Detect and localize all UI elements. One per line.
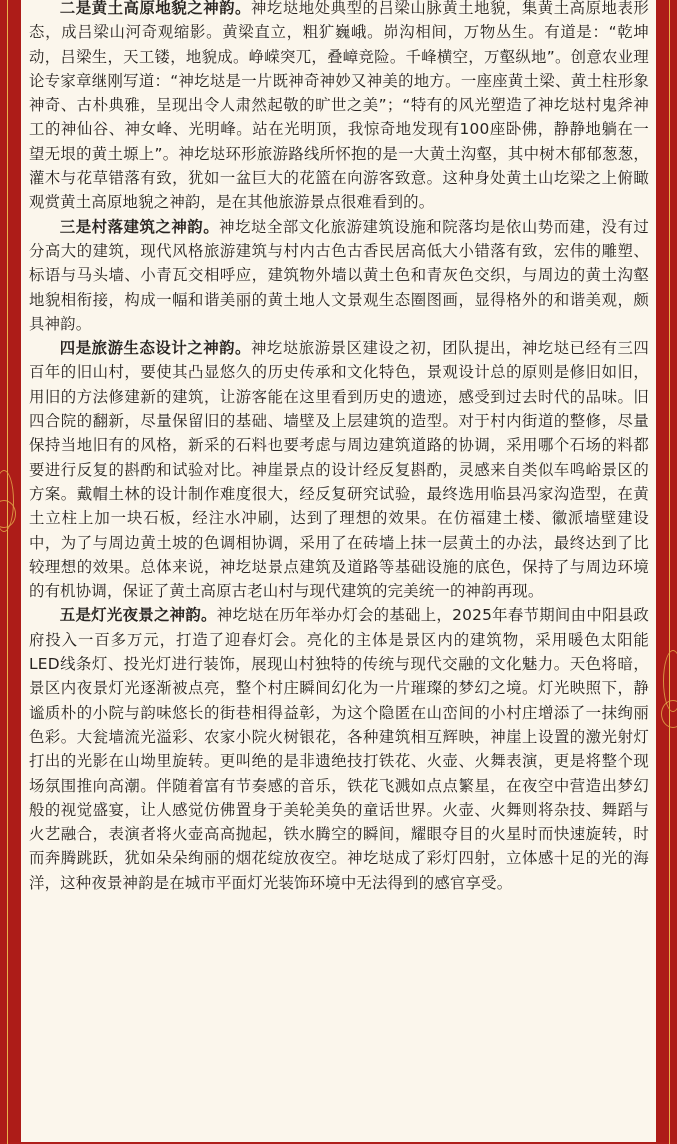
paragraph-eco-design xyxy=(29,336,649,603)
article-body xyxy=(29,0,649,895)
paragraph-text: 神圪垯旅游景区建设之初，团队提出，神圪垯已经有三四百年的旧山村，要使其凸显悠久的历史传承和文化特色，景观设计总的原则是修旧如旧，用旧的方法修建新的建筑，让游客能在这里看到历史的遗迹，感受到过去时代的品味。旧四合院的翻新，尽量保留旧的基础、墙壁及上层建筑的造型。对于村内街道的整修，尽量保持当地旧有的风格，新采的石料也要考虑与周边建筑道路的协调，采用哪个石场的料都要进行反复的斟酌和试验对比。神崖景点的设计经反复斟酌，灵感来自类似车鸣峪景区的方案。戴帽土林的设计制作难度很大，经反复研究试验，最终选用临县冯家沟造型，在黄土立柱上加一块石板，经注水冲刷，达到了理想的效果。在仿福建土楼、徽派墙壁建设中，为了与周边黄土坡的色调相协调，采用了在砖墙上抹一层黄土的办法，最终达到了比较理想的效果。总体来说，神圪垯景点建筑及道路等基础设施的底色，保持了与周边环境的有机协调，保证了黄土高原古老山村与现代建筑的完美统一的神韵再现。 xyxy=(29,339,649,601)
paragraph-heading: 二是黄土高原地貌之神韵。 xyxy=(59,0,251,17)
paragraph-heading: 三是村落建筑之神韵。 xyxy=(59,217,220,236)
paragraph-text: 神圪垯地处典型的吕梁山脉黄土地貌，集黄土高原地表形态，成吕梁山河奇观缩影。黄梁直立，粗犷巍峨。峁沟相间，万物丛生。有道是：“乾坤动，吕梁生，天工镂，地貌成。峥嵘突兀，叠嶂竞险。千峰横空，万壑纵地”。创意农业理论专家章继刚写道：“神圪垯是一片既神奇神妙又神美的地方。一座座黄土梁、黄土柱形象神奇、古朴典雅，呈现出令人肃然起敬的旷世之美”；“特有的风光塑造了神圪垯村鬼斧神工的神仙谷、神女峰、光明峰。站在光明顶，我惊奇地发现有100座卧佛，静静地躺在一望无垠的黄土塬上”。神圪垯环形旅游路线所怀抱的是一大黄土沟壑，其中树木郁郁葱葱，灌木与花草错落有致，犹如一盆巨大的花篮在向游客致意。这种身处黄土山圪梁之上俯瞰观赏黄土高原地貌之神韵，是在其他旅游景点很难看到的。 xyxy=(29,0,649,212)
paragraph-text: 神圪垯在历年举办灯会的基础上，2025年春节期间由中阳县政府投入一百多万元，打造了迎春灯会。亮化的主体是景区内的建筑物，采用暖色太阳能LED线条灯、投光灯进行装饰，展现山村独特的传统与现代交融的文化魅力。天色将暗，景区内夜景灯光逐渐被点亮，整个村庄瞬间幻化为一片璀璨的梦幻之境。灯光映照下，静谧质朴的小院与韵味悠长的街巷相得益彰，为这个隐匿在山峦间的小村庄增添了一抹绚丽色彩。大瓮墙流光溢彩、农家小院火树银花，各种建筑相互辉映，神崖上设置的激光射灯打出的光影在山坳里旋转。更叫绝的是非遗绝技打铁花、火壶、火舞表演，更是将整个现场氛围推向高潮。伴随着富有节奏感的音乐，铁花飞溅如点点繁星，在夜空中营造出梦幻般的视觉盛宴，让人感觉仿佛置身于美轮美奂的童话世界。火壶、火舞则将杂技、舞蹈与火艺融合，表演者将火壶高高抛起，铁水腾空的瞬间，耀眼夺目的火星时而快速旋转，时而奔腾跳跃，犹如朵朵绚丽的烟花绽放夜空。神圪垯成了彩灯四射，立体感十足的光的海洋，这种夜景神韵是在城市平面灯光装饰环境中无法得到的感官享受。 xyxy=(29,606,649,892)
paragraph-heading: 四是旅游生态设计之神韵。 xyxy=(59,339,251,358)
paragraph-village-architecture xyxy=(29,215,649,336)
paragraph-heading: 五是灯光夜景之神韵。 xyxy=(59,606,217,625)
paragraph-night-lights xyxy=(29,603,649,895)
paragraph-text: 神圪垯全部文化旅游建筑设施和院落均是依山势而建，没有过分高大的建筑，现代风格旅游建筑与村内古色古香民居高低大小错落有致，宏伟的雕塑、标语与马头墙、小青瓦交相呼应，建筑物外墙以黄土色和青灰色交织，与周边的黄土沟壑地貌相衔接，构成一幅和谐美丽的黄土地人文景观生态圈图画，显得格外的和谐美观，颇具神韵。 xyxy=(29,217,649,333)
paragraph-landform xyxy=(29,0,649,215)
